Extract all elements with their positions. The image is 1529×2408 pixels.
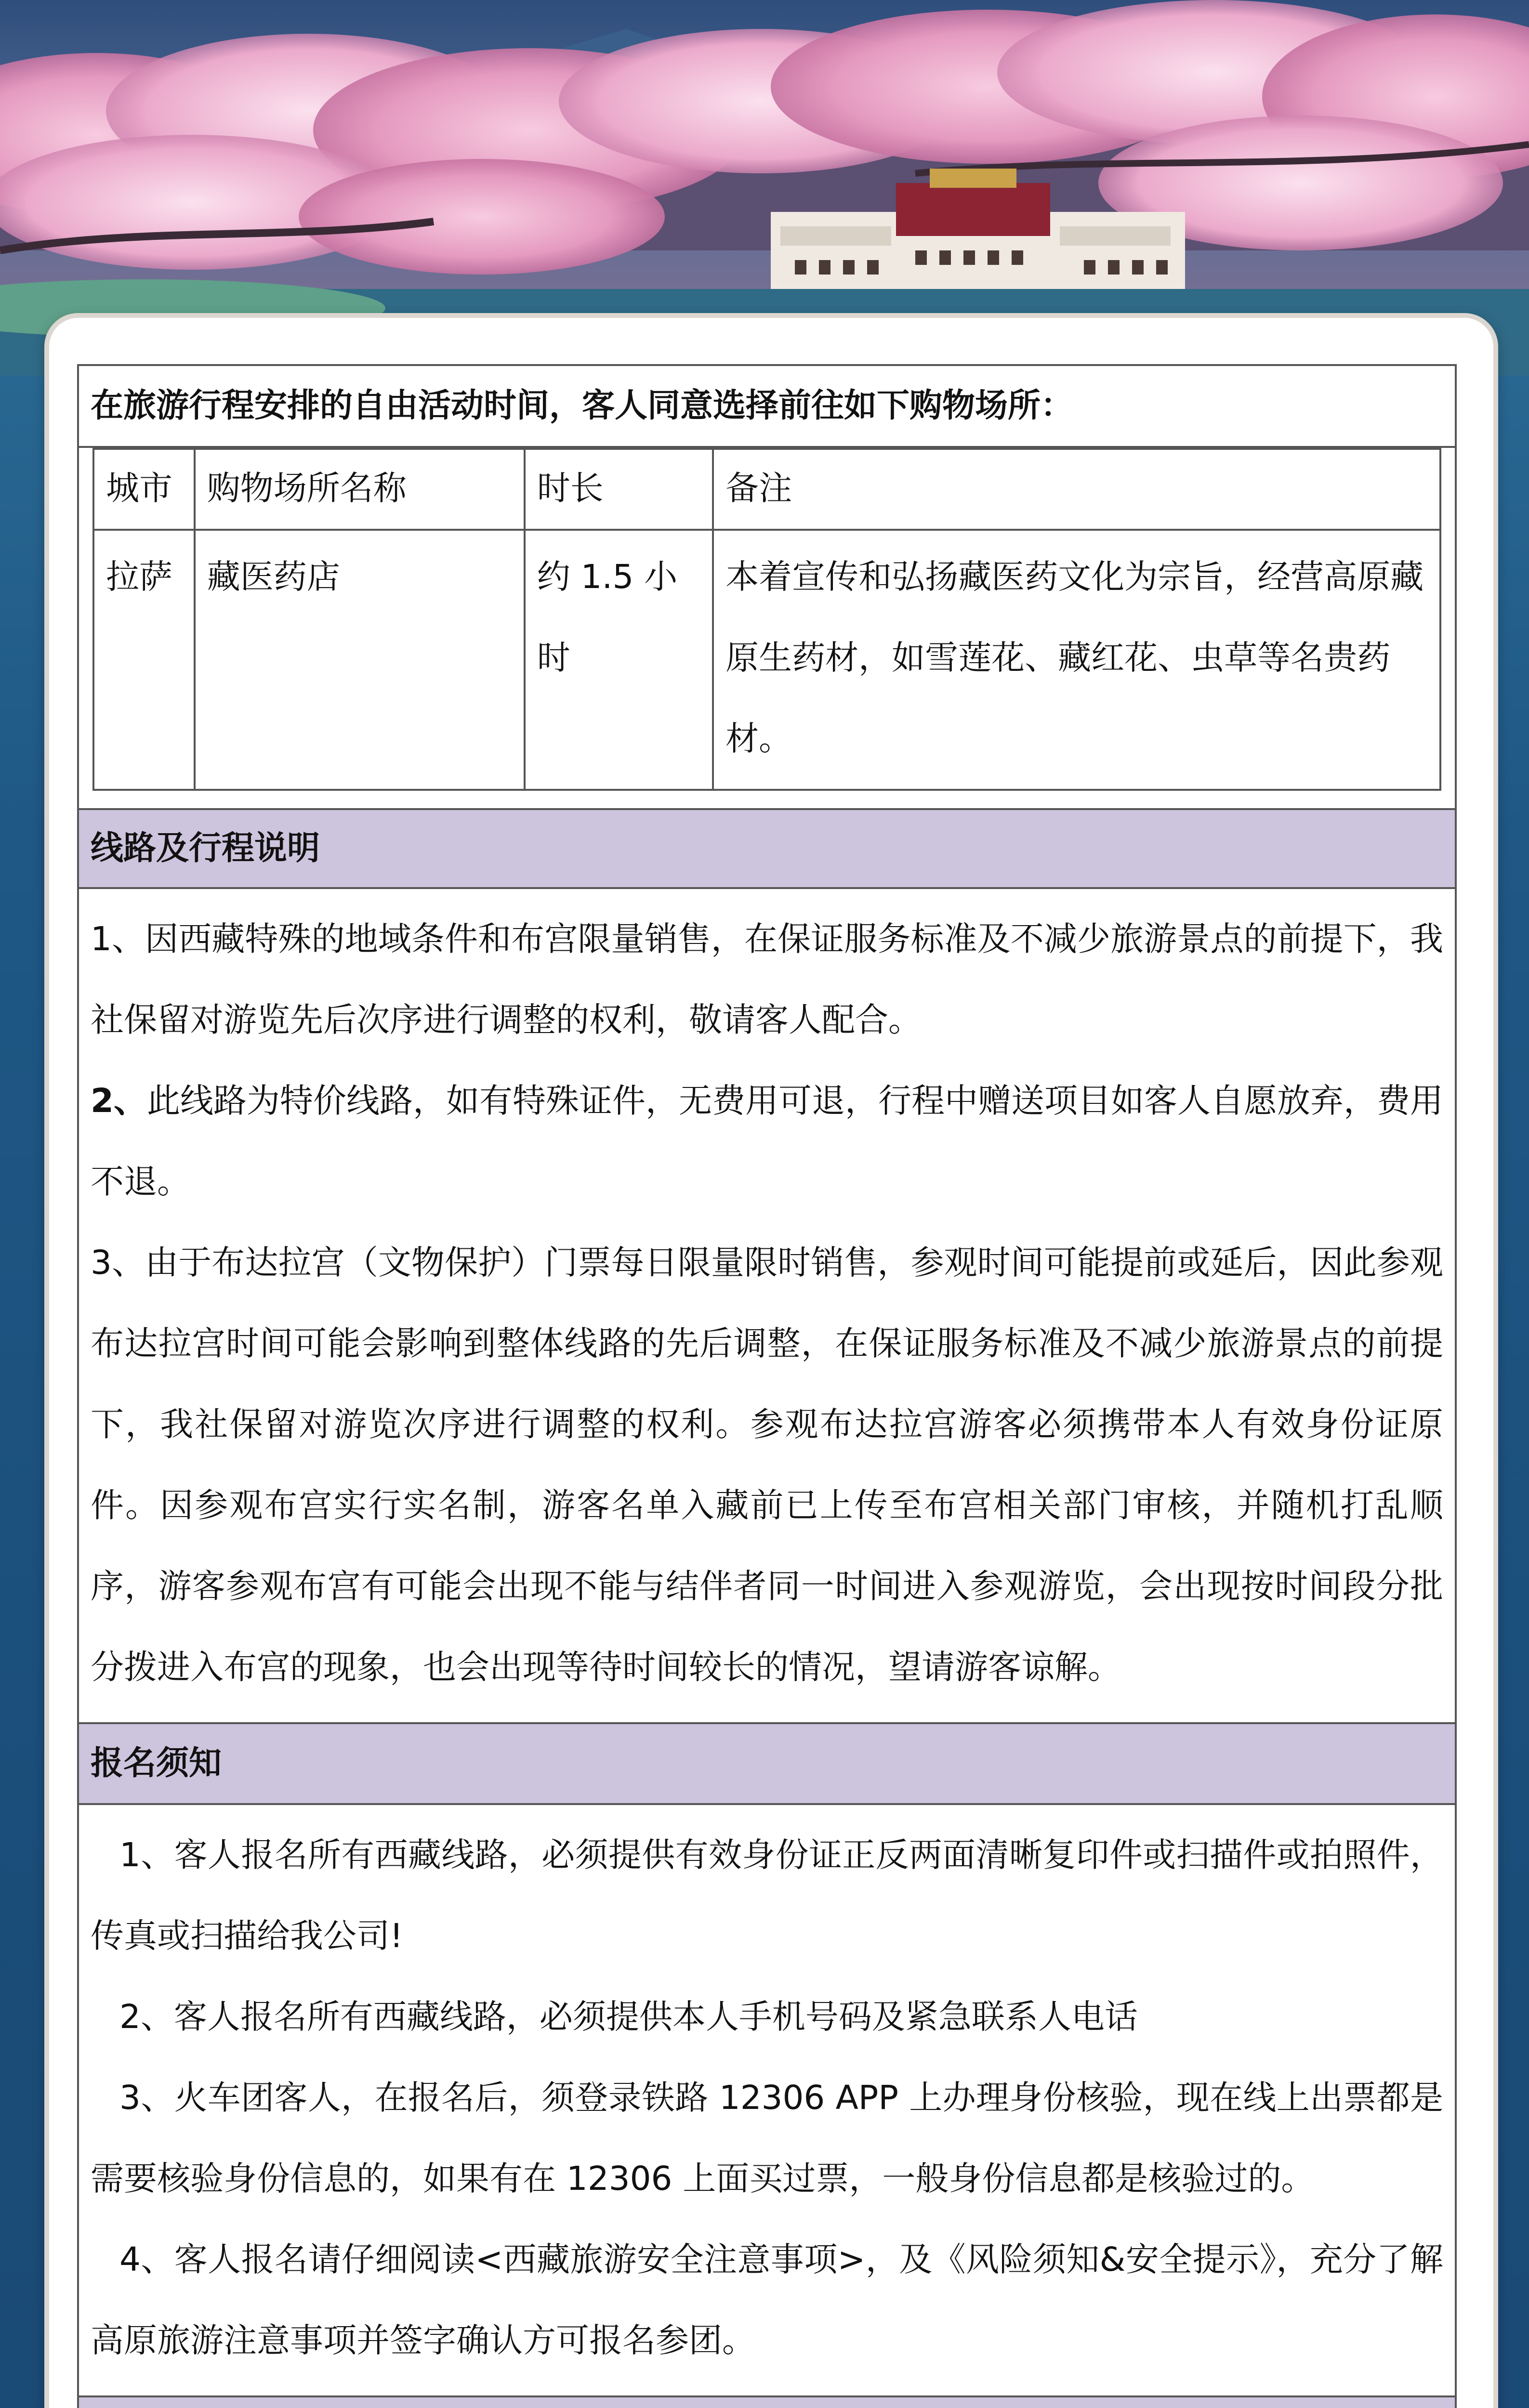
signup-paragraph-1: 1、客人报名所有西藏线路，必须提供有效身份证正反两面清晰复印件或扫描件或拍照件，传真或扫描给我公司! bbox=[91, 1836, 1443, 1955]
table-row bbox=[93, 530, 1440, 790]
route-paragraph-2-text: 此线路为特价线路，如有特殊证件，无费用可退，行程中赠送项目如客人自愿放弃，费用不退。 bbox=[91, 1082, 1444, 1201]
route-paragraph-2-number: 2、 bbox=[91, 1082, 147, 1120]
shopping-table bbox=[92, 448, 1441, 791]
route-paragraph-1: 1、因西藏特殊的地域条件和布宫限量销售，在保证服务标准及不减少旅游景点的前提下，我社保留对游览先后次序进行调整的权利，敬请客人配合。 bbox=[91, 920, 1443, 1039]
shopping-table-wrapper bbox=[79, 448, 1455, 808]
header-remarks: 备注 bbox=[713, 449, 1440, 530]
cell-remarks: 本着宣传和弘扬藏医药文化为宗旨，经营高原藏原生药材，如雪莲花、藏红花、虫草等名贵药材。 bbox=[713, 530, 1440, 790]
signup-paragraph-2: 2、客人报名所有西藏线路，必须提供本人手机号码及紧急联系人电话 bbox=[119, 1998, 1138, 2036]
signup-paragraph-4: 4、客人报名请仔细阅读<西藏旅游安全注意事项>，及《风险须知&安全提示》，充分了解高原旅游注意事项并签字确认方可报名参团。 bbox=[91, 2240, 1443, 2360]
itinerary-document bbox=[77, 364, 1457, 2408]
reception-section-title bbox=[79, 2397, 1455, 2408]
route-section-title: 线路及行程说明 bbox=[79, 808, 1455, 889]
table-header-row bbox=[93, 449, 1440, 530]
header-shop-name: 购物场所名称 bbox=[195, 449, 525, 530]
cell-city: 拉萨 bbox=[93, 530, 195, 790]
route-paragraph-3: 3、由于布达拉宫（文物保护）门票每日限量限时销售，参观时间可能提前或延后，因此参观布达拉宫时间可能会影响到整体线路的先后调整，在保证服务标准及不减少旅游景点的前提下，我社保留对游览次序进行调整的权利。参观布达拉宫游客必须携带本人有效身份证原件。因参观布宫实行实名制，游客名单入藏前已上传至布宫相关部门审核，并随机打乱顺序，游客参观布宫有可能会出现不能与结伴者同一时间进入参观游览，会出现按时间段分批分拨进入布宫的现象，也会出现等待时间较长的情况，望请游客谅解。 bbox=[91, 1243, 1443, 1687]
route-paragraph-2 bbox=[91, 1060, 1443, 1222]
signup-section-title: 报名须知 bbox=[79, 1724, 1455, 1805]
shopping-intro: 在旅游行程安排的自由活动时间，客人同意选择前往如下购物场所： bbox=[79, 366, 1455, 448]
route-section-body bbox=[79, 889, 1455, 1724]
cell-shop-name: 藏医药店 bbox=[195, 530, 525, 790]
header-city: 城市 bbox=[93, 449, 195, 530]
cell-duration: 约 1.5 小时 bbox=[525, 530, 713, 790]
signup-section-body bbox=[79, 1805, 1455, 2397]
header-duration: 时长 bbox=[525, 449, 713, 530]
signup-paragraph-3: 3、火车团客人，在报名后，须登录铁路 12306 APP 上办理身份核验，现在线上出票都是需要核验身份信息的，如果有在 12306 上面买过票，一般身份信息都是核验过的。 bbox=[91, 2079, 1443, 2198]
